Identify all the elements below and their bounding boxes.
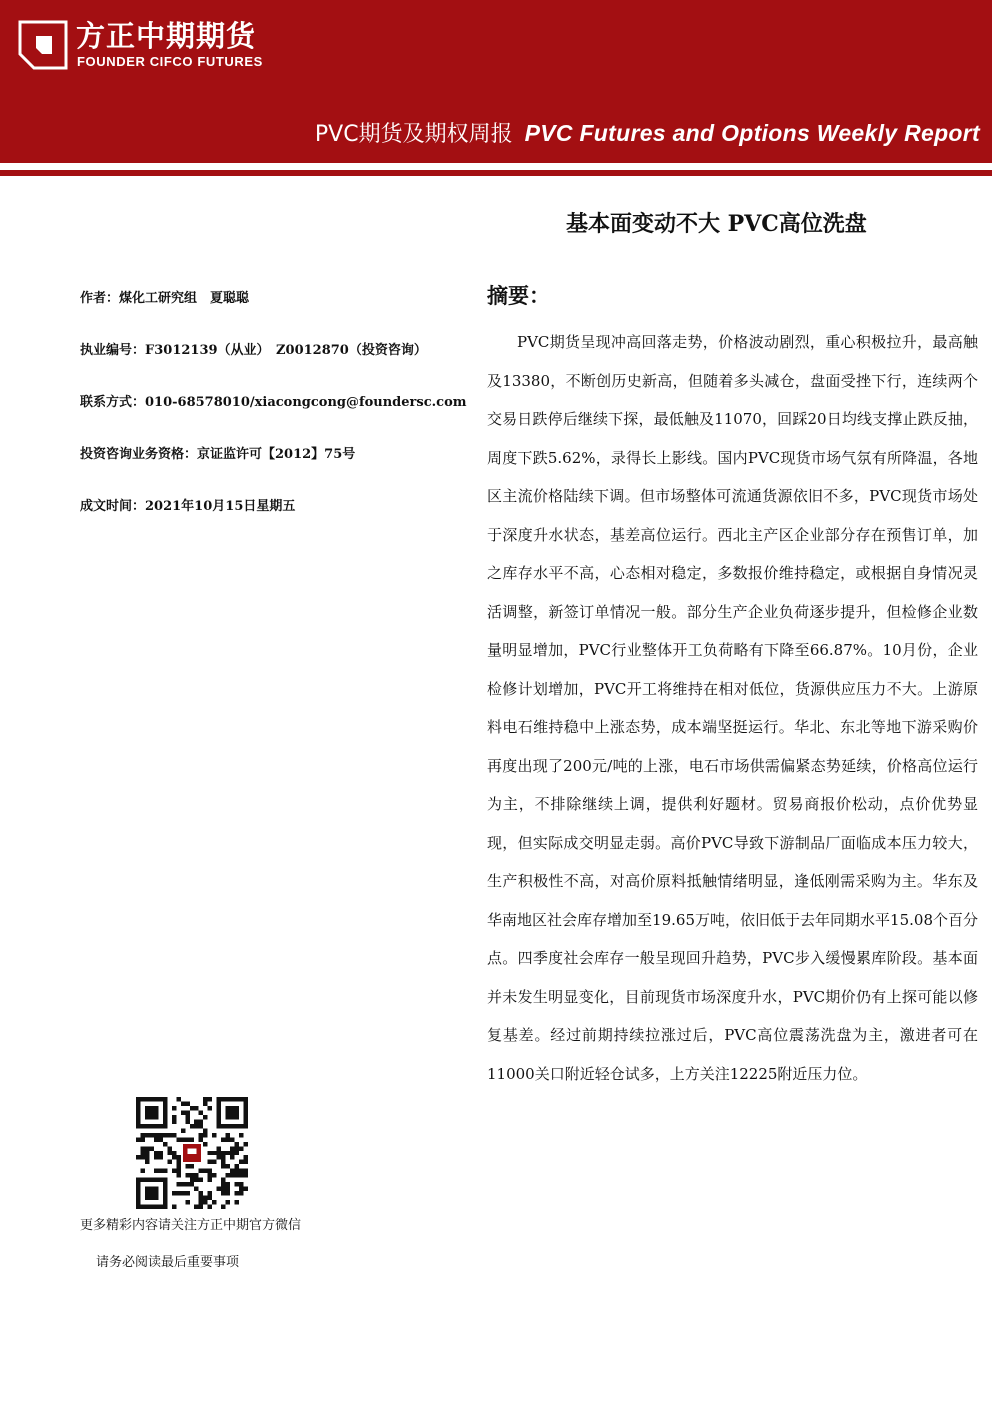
report-title — [315, 117, 980, 148]
logo-chinese-name: 方正中期期货 — [76, 19, 257, 53]
disclaimer-notice: 请务必阅读最后重要事项 — [96, 1255, 240, 1270]
qr-caption: 更多精彩内容请关注方正中期官方微信 — [80, 1218, 302, 1233]
document-title: 基本面变动不大 PVC高位洗盘 — [566, 211, 867, 237]
contact-line: 联系方式：010-68578010/xiacongcong@foundersc.com — [80, 395, 467, 410]
report-title-en: PVC Futures and Options Weekly Report — [524, 120, 980, 146]
header-divider-gap — [0, 163, 992, 168]
wechat-qr-code-icon — [136, 1097, 248, 1209]
summary-heading: 摘要： — [487, 283, 550, 308]
author-line: 作者：煤化工研究组 夏聪聪 — [80, 291, 250, 306]
logo-english-name: FOUNDER CIFCO FUTURES — [77, 54, 263, 69]
header-divider-line — [0, 170, 992, 176]
date-line: 成文时间：2021年10月15日星期五 — [80, 499, 296, 514]
founder-logo-icon — [18, 20, 68, 70]
qualification-line: 投资咨询业务资格：京证监许可【2012】75号 — [80, 447, 356, 462]
license-line: 执业编号：F3012139（从业） Z0012870（投资咨询） — [80, 343, 427, 358]
header-band — [0, 0, 992, 163]
summary-paragraph: PVC期货呈现冲高回落走势，价格波动剧烈，重心积极拉升，最高触及13380，不断创历史新高，但随着多头减仓，盘面受挫下行，连续两个交易日跌停后继续下探，最低触及11070，回踩20日均线支撑止跌反抽，周度下跌5.62%，录得长上影线。国内PVC现货市场气氛有所降温，各地区主流价格陆续下调。但市场整体可流通货源依旧不多，PVC现货市场处于深度升水状态，基差高位运行。西北主产区企业部分存在预售订单，加之库存水平不高，心态相对稳定，多数报价维持稳定，或根据自身情况灵活调整，新签订单情况一般。部分生产企业负荷逐步提升，但检修企业数量明显增加，PVC行业整体开工负荷略有下降至66.87%。10月份，企业检修计划增加，PVC开工将维持在相对低位，货源供应压力不大。上游原料电石维持稳中上涨态势，成本端坚挺运行。华北、东北等地下游采购价再度出现了200元/吨的上涨，电石市场供需偏紧态势延续，价格高位运行为主，不排除继续上调，提供利好题材。贸易商报价松动，点价优势显现，但实际成交明显走弱。高价PVC导致下游制品厂面临成本压力较大，生产积极性不高，对高价原料抵触情绪明显，逢低刚需采购为主。华东及华南地区社会库存增加至19.65万吨，依旧低于去年同期水平15.08个百分点。四季度社会库存一般呈现回升趋势，PVC步入缓慢累库阶段。基本面并未发生明显变化，目前现货市场深度升水，PVC期价仍有上探可能以修复基差。经过前期持续拉涨过后，PVC高位震荡洗盘为主，激进者可在11000关口附近轻仓试多，上方关注12225附近压力位。 — [487, 333, 978, 1083]
report-title-cn: PVC期货及期权周报 — [314, 122, 513, 147]
